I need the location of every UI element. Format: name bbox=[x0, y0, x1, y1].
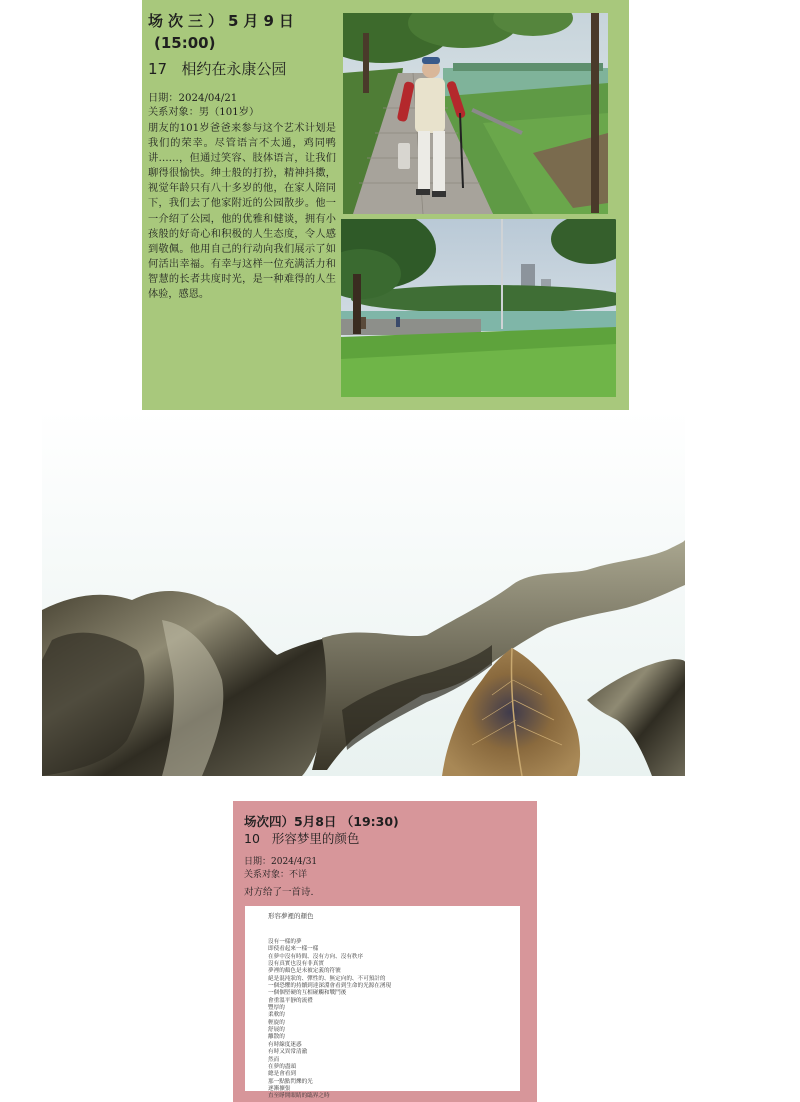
poem-line: 柔軟的 bbox=[268, 1012, 285, 1019]
poem-panel bbox=[245, 906, 520, 1100]
card-meta bbox=[244, 856, 317, 881]
poem-line: 一個恐懼的持續到達深淵會看到生命的光源在湧現 bbox=[268, 983, 392, 990]
session-time: (15:00) bbox=[154, 34, 216, 52]
poem-line: 離散的 bbox=[268, 1034, 285, 1041]
poem-line: 豐厚的 bbox=[268, 1005, 285, 1012]
poem-line: 在夢中沒有時間、沒有方向、沒有秩序 bbox=[268, 953, 364, 960]
relation-line: 关系对象：男（101岁） bbox=[148, 107, 260, 119]
session-header: 场次四）5月8日 （19:30) bbox=[244, 814, 399, 829]
card-number: 10 bbox=[244, 831, 260, 846]
ink-artwork-image bbox=[42, 410, 685, 776]
poem-lines bbox=[268, 939, 391, 1101]
card-title-text: 相约在永康公园 bbox=[181, 60, 287, 78]
poem-line: 沒有一樣的夢 bbox=[268, 939, 302, 945]
poem-line: 逐漸擴張 bbox=[268, 1085, 291, 1092]
poem-line: 沒有真實也沒有非真實 bbox=[268, 961, 324, 968]
date-line: 日期：2024/4/31 bbox=[244, 857, 318, 867]
relation-line: 关系对象：不详 bbox=[244, 869, 308, 880]
poem-line: 有時又異常清澈 bbox=[268, 1049, 308, 1056]
poem-line: 總是會看到 bbox=[268, 1071, 296, 1078]
event-card-session-4 bbox=[233, 801, 537, 1102]
poem-line: 夢裡的顏色是未被定義的符號 bbox=[268, 968, 341, 975]
poem-line: 會重溫平靜的流禮 bbox=[268, 997, 313, 1004]
poem-line: 絕是混沌狀的、彈性的、無定向的、不可預計的 bbox=[268, 975, 386, 982]
poem-line: 那一點點閃爍的光 bbox=[268, 1078, 313, 1085]
poem-line: 直至睜開眼睛的臨界之時 bbox=[268, 1093, 330, 1100]
card-title bbox=[148, 58, 343, 80]
poem-title: 形容夢裡的顏色 bbox=[268, 912, 314, 920]
card-number: 17 bbox=[148, 60, 168, 78]
poem-line: 有時線度迷惑 bbox=[268, 1041, 302, 1048]
event-card-session-3 bbox=[142, 0, 629, 410]
session-header-text: 场次三）5月9日 bbox=[148, 12, 299, 30]
lead-text: 对方给了一首诗. bbox=[244, 887, 314, 898]
poem-line: 舒展的 bbox=[268, 1027, 285, 1034]
card-title-text: 形容梦里的颜色 bbox=[271, 831, 360, 846]
park-lawn-photo bbox=[341, 219, 616, 397]
park-walk-photo bbox=[343, 13, 608, 214]
poem-line: 在夢的盡頭 bbox=[268, 1063, 296, 1070]
card-meta bbox=[148, 92, 338, 121]
session-header bbox=[148, 10, 338, 54]
poem-line: 一個個堅硬的互相碰觸和戰鬥後 bbox=[268, 990, 347, 997]
poem-line: 即使看起來一樣一樣 bbox=[268, 946, 319, 953]
poem-line: 輕旋的 bbox=[268, 1019, 285, 1026]
card-title bbox=[244, 831, 359, 847]
card-body-text: 朋友的101岁爸爸来参与这个艺术计划是我们的荣幸。尽管语言不太通，鸡同鸭讲……，但通过笑容、肢体语言，让我们聊得很愉快。绅士般的打扮，精神抖擞，视觉年龄只有八十多岁的他，在家人陪同下，我们去了他家附近的公园散步。他一一介绍了公园，他的优雅和健谈，拥有小孩般的好奇心和积极的人生态度，令人感到敬佩。他用自己的行动向我们展示了如何活出幸福。有幸与这样一位充满活力和智慧的长者共度时光，是一种难得的人生体验，感恩。 bbox=[148, 123, 336, 301]
poem-line: 然而 bbox=[268, 1056, 280, 1063]
date-line: 日期：2024/04/21 bbox=[148, 93, 238, 104]
